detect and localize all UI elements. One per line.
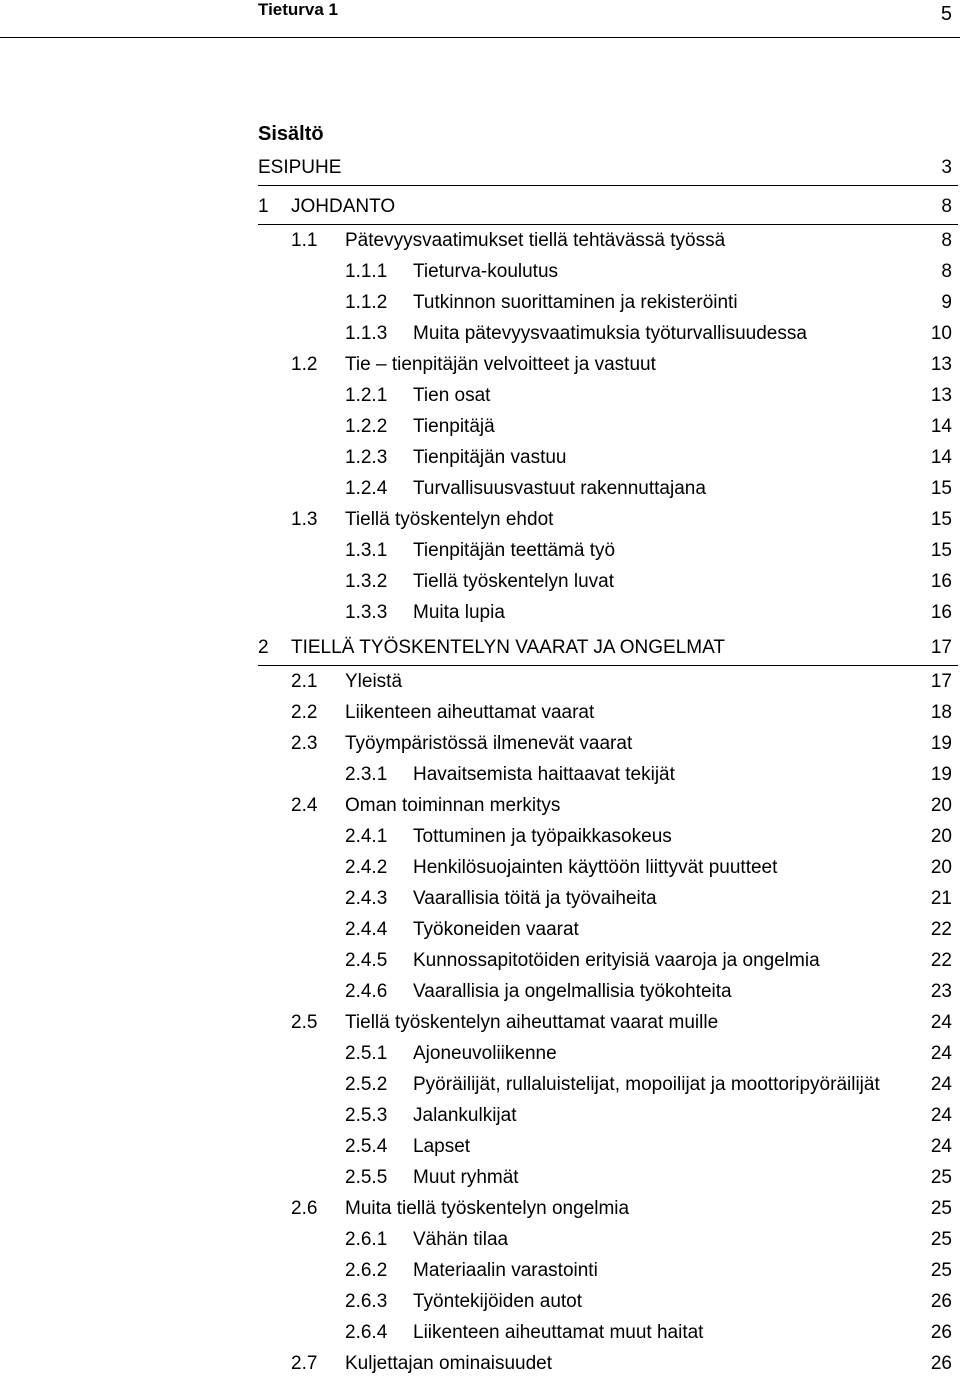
toc-heading: Sisältö [258,123,324,145]
toc-entry-title: Tottuminen ja työpaikkasokeus [413,826,672,847]
toc-entry-page: 19 [930,733,952,754]
toc-entry[interactable] [0,885,960,913]
toc-entry[interactable] [0,444,960,472]
toc-entry-title: Ajoneuvoliikenne [413,1043,557,1064]
toc-entry-page: 8 [941,196,952,217]
toc-entry[interactable] [0,1350,960,1378]
toc-entry[interactable] [0,978,960,1006]
toc-entry-title: Pyöräilijät, rullaluistelijat, mopoilijat ja moottoripyöräilijät [413,1074,880,1095]
toc-entry-number: 2.2 [291,702,318,723]
toc-entry-number: 2.7 [291,1353,318,1374]
toc-entry[interactable] [0,792,960,820]
toc-entry[interactable] [0,227,960,255]
toc-entry[interactable] [0,1164,960,1192]
toc-entry-number: 2.6.1 [345,1229,388,1250]
toc-entry-page: 18 [930,702,952,723]
toc-entry-title: Tutkinnon suorittaminen ja rekisteröinti [413,292,738,313]
toc-entry-page: 20 [930,826,952,847]
toc-entry[interactable] [0,568,960,596]
toc-entry-title: Vaarallisia töitä ja työvaiheita [413,888,657,909]
toc-entry-number: 2.4.3 [345,888,388,909]
toc-entry-number: 1.1 [291,230,318,251]
toc-entry-number: 2.4.4 [345,919,388,940]
toc-entry-title: Työntekijöiden autot [413,1291,583,1312]
toc-entry-title: Pätevyysvaatimukset tiellä tehtävässä työssä [345,230,726,251]
toc-entry-title: Tien osat [413,385,491,406]
toc-entry-page: 19 [930,764,952,785]
toc-entry-number: 2.1 [291,671,318,692]
toc-entry[interactable] [0,193,960,221]
toc-entry-title: Vähän tilaa [413,1229,509,1250]
toc-entry-page: 25 [930,1198,952,1219]
toc-entry-number: 2.6 [291,1198,318,1219]
toc-entry-page: 20 [930,795,952,816]
toc-entry-number: 1 [258,196,269,217]
toc-entry-title: TIELLÄ TYÖSKENTELYN VAARAT JA ONGELMAT [291,637,725,658]
toc-entry[interactable] [0,1319,960,1347]
toc-entry-title: Muita tiellä työskentelyn ongelmia [345,1198,630,1219]
toc-entry-number: 1.3 [291,509,318,530]
toc-entry-number: 1.1.3 [345,323,388,344]
toc-entry-number: 2.6.2 [345,1260,388,1281]
toc-entry-page: 13 [930,385,952,406]
toc-entry-number: 2.3 [291,733,318,754]
toc-entry-page: 24 [930,1012,952,1033]
toc-entry[interactable] [0,730,960,758]
toc-entry-title: Henkilösuojainten käyttöön liittyvät puutteet [413,857,778,878]
toc-entry-page: 25 [930,1260,952,1281]
toc-entry-title: Lapset [413,1136,471,1157]
toc-entry[interactable] [0,668,960,696]
toc-entry[interactable] [0,916,960,944]
toc-entry-number: 2.5.3 [345,1105,388,1126]
toc-entry-page: 8 [941,261,952,282]
toc-entry-page: 14 [930,447,952,468]
toc-entry-number: 1.3.2 [345,571,388,592]
toc-entry-title: Työympäristössä ilmenevät vaarat [345,733,633,754]
toc-entry-number: 1.2 [291,354,318,375]
toc-entry-number: 1.2.1 [345,385,388,406]
toc-entry-number: 2.6.3 [345,1291,388,1312]
toc-entry-page: 25 [930,1167,952,1188]
toc-entry[interactable] [0,413,960,441]
toc-entry-page: 9 [941,292,952,313]
toc-entry[interactable] [0,599,960,627]
toc-entry[interactable] [0,537,960,565]
toc-entry[interactable] [0,1102,960,1130]
toc-entry[interactable] [0,1040,960,1068]
toc-entry-page: 24 [930,1136,952,1157]
toc-entry-page: 3 [941,157,952,178]
toc-entry[interactable] [0,351,960,379]
toc-entry-page: 22 [930,950,952,971]
toc-entry-page: 24 [930,1043,952,1064]
toc-entry[interactable] [0,947,960,975]
toc-entry-page: 26 [930,1291,952,1312]
toc-entry-page: 16 [930,602,952,623]
toc-entry-page: 13 [930,354,952,375]
toc-entry-page: 26 [930,1322,952,1343]
toc-entry[interactable] [0,1288,960,1316]
toc-entry-page: 16 [930,571,952,592]
toc-entry-title: Liikenteen aiheuttamat muut haitat [413,1322,704,1343]
toc-entry-title: Työkoneiden vaarat [413,919,579,940]
toc-entry-title: Liikenteen aiheuttamat vaarat [345,702,595,723]
toc-entry[interactable] [0,1071,960,1099]
toc-entry-title: Tiellä työskentelyn ehdot [345,509,554,530]
toc-entry[interactable] [0,1257,960,1285]
toc-entry-number: 1.2.2 [345,416,388,437]
toc-entry-title: Havaitsemista haittaavat tekijät [413,764,675,785]
toc-entry-title: JOHDANTO [291,196,396,217]
toc-entry-title: Materiaalin varastointi [413,1260,598,1281]
toc-entry[interactable] [0,1195,960,1223]
toc-entry-page: 24 [930,1074,952,1095]
toc-entry[interactable] [0,1009,960,1037]
toc-entry-page: 10 [930,323,952,344]
toc-entry[interactable] [0,154,960,182]
toc-entry-page: 24 [930,1105,952,1126]
toc-entry-number: 2.5.5 [345,1167,388,1188]
toc-entry-title: Yleistä [345,671,403,692]
toc-entry-number: 2 [258,637,269,658]
toc-entry-title: Oman toiminnan merkitys [345,795,561,816]
document-title: Tieturva 1 [258,0,339,19]
toc-entry-title: Tienpitäjän teettämä työ [413,540,616,561]
toc-entry-title: Tiellä työskentelyn luvat [413,571,615,592]
toc-entry-title: Kunnossapitotöiden erityisiä vaaroja ja ongelmia [413,950,820,971]
toc-entry-number: 2.4.5 [345,950,388,971]
toc-entry[interactable] [0,634,960,662]
toc-entry-page: 25 [930,1229,952,1250]
toc-entry-page: 23 [930,981,952,1002]
toc-entry-number: 2.4.2 [345,857,388,878]
toc-entry-title: Muita pätevyysvaatimuksia työturvallisuudessa [413,323,807,344]
toc-entry-page: 26 [930,1353,952,1374]
toc-entry-page: 17 [930,637,952,658]
toc-entry[interactable] [0,258,960,286]
toc-entry-number: 2.5.1 [345,1043,388,1064]
toc-entry-number: 2.4 [291,795,318,816]
toc-entry[interactable] [0,382,960,410]
toc-entry-title: Muita lupia [413,602,505,623]
toc-entry-page: 15 [930,509,952,530]
toc-entry-page: 14 [930,416,952,437]
toc-entry[interactable] [0,320,960,348]
toc-entry-number: 1.2.4 [345,478,388,499]
toc-entry-page: 15 [930,478,952,499]
toc-entry[interactable] [0,761,960,789]
toc-entry[interactable] [0,854,960,882]
toc-entry-number: 2.5.2 [345,1074,388,1095]
toc-entry-number: 2.6.4 [345,1322,388,1343]
toc-entry[interactable] [0,823,960,851]
toc-entry-page: 20 [930,857,952,878]
page-number: 5 [940,3,952,25]
toc-entry-title: Tiellä työskentelyn aiheuttamat vaarat muille [345,1012,719,1033]
toc-entry-page: 22 [930,919,952,940]
toc-entry[interactable] [0,289,960,317]
toc-entry[interactable] [0,1226,960,1254]
toc-entry-title: Vaarallisia ja ongelmallisia työkohteita [413,981,732,1002]
toc-entry-number: 2.5 [291,1012,318,1033]
toc-entry[interactable] [0,475,960,503]
toc-entry[interactable] [0,699,960,727]
toc-entry-title: ESIPUHE [258,157,342,178]
toc-entry-number: 2.4.6 [345,981,388,1002]
toc-entry-title: Tie – tienpitäjän velvoitteet ja vastuut [345,354,656,375]
toc-entry-number: 2.4.1 [345,826,388,847]
toc-entry-number: 1.1.1 [345,261,388,282]
toc-entry-number: 1.1.2 [345,292,388,313]
toc-entry-page: 15 [930,540,952,561]
toc-entry-title: Turvallisuusvastuut rakennuttajana [413,478,706,499]
toc-entry-title: Jalankulkijat [413,1105,517,1126]
toc-entry-page: 17 [930,671,952,692]
toc-entry-number: 1.3.3 [345,602,388,623]
toc-entry-number: 1.3.1 [345,540,388,561]
toc-entry-page: 8 [941,230,952,251]
toc-entry-page: 21 [930,888,952,909]
toc-entry[interactable] [0,1133,960,1161]
toc-entry-title: Tienpitäjän vastuu [413,447,567,468]
toc-entry[interactable] [0,506,960,534]
toc-entry-title: Tienpitäjä [413,416,495,437]
toc-entry-title: Kuljettajan ominaisuudet [345,1353,553,1374]
toc-entry-number: 2.3.1 [345,764,388,785]
toc-entry-number: 2.5.4 [345,1136,388,1157]
toc-entry-number: 1.2.3 [345,447,388,468]
toc-entry-title: Muut ryhmät [413,1167,519,1188]
toc-entry-title: Tieturva-koulutus [413,261,559,282]
